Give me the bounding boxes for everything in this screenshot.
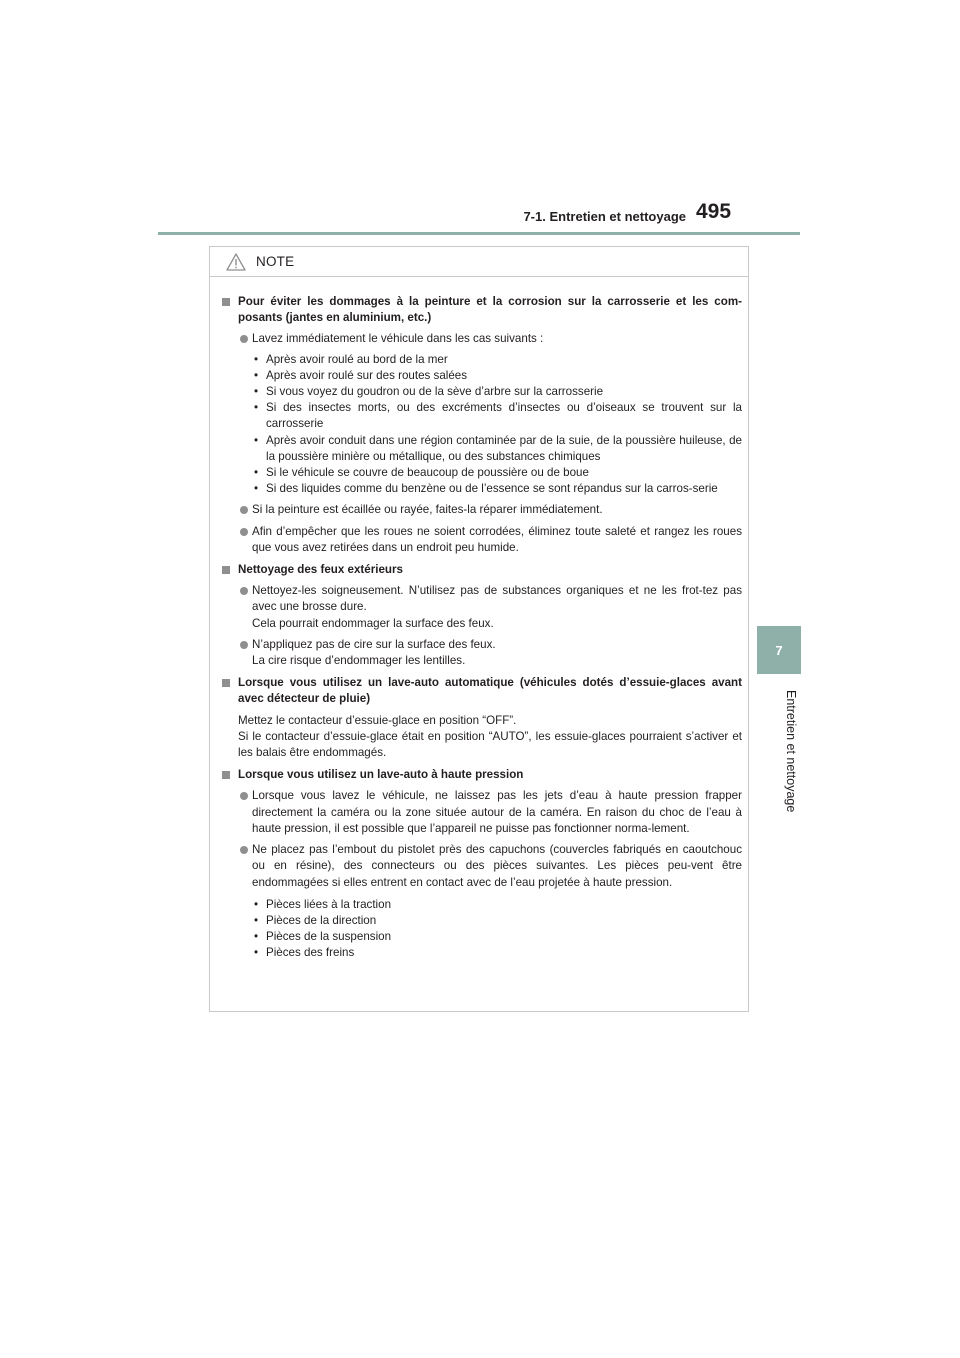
section-title: 7-1. Entretien et nettoyage: [523, 209, 686, 224]
circle-bullet-icon: [240, 792, 248, 800]
sub-list-item: • Si des liquides comme du benzène ou de l’essence se sont répandus sur la carros-serie: [254, 482, 718, 496]
sub-list: [220, 352, 742, 498]
list-item: N’appliquez pas de cire sur la surface des feux. La cire risque d’endommager les lentilles.: [220, 637, 742, 669]
sub-list-item: • Après avoir conduit dans une région contaminée par de la suie, de la poussière huileuse, de la poussière minière ou métallique, ou des substances chimiques: [254, 433, 742, 463]
circle-bullet-icon: [240, 506, 248, 514]
chapter-side-label: Entretien et nettoyage: [784, 690, 798, 813]
note-title: NOTE: [256, 254, 295, 269]
square-bullet-icon: [222, 771, 230, 779]
note-box: [209, 246, 749, 1012]
circle-bullet-icon: [240, 846, 248, 854]
square-bullet-icon: [222, 566, 230, 574]
sub-list-item: • Si des insectes morts, ou des excréments d’insectes ou d’oiseaux se trouvent sur la carrosserie: [254, 401, 742, 431]
page-number: 495: [696, 200, 732, 223]
section-heading: Lorsque vous utilisez un lave-auto automatique (véhicules dotés d’essuie-glaces avant avec détecteur de pluie): [220, 675, 742, 707]
sub-list-item: • Pièces de la direction: [254, 913, 377, 927]
sub-list-item: • Après avoir roulé sur des routes salées: [254, 368, 468, 382]
sub-list-item: • Si le véhicule se couvre de beaucoup de poussière ou de boue: [254, 466, 589, 480]
circle-bullet-icon: [240, 641, 248, 649]
circle-bullet-icon: [240, 528, 248, 536]
chapter-number: 7: [775, 642, 783, 658]
section-heading: Lorsque vous utilisez un lave-auto à haute pression: [220, 767, 742, 783]
section-heading: Nettoyage des feux extérieurs: [220, 562, 742, 578]
header-divider: [158, 232, 800, 235]
circle-bullet-icon: [240, 335, 248, 343]
square-bullet-icon: [222, 298, 230, 306]
square-bullet-icon: [222, 679, 230, 687]
section-heading: Pour éviter les dommages à la peinture et la corrosion sur la carrosserie et les com-posants (jantes en aluminium, etc.): [220, 294, 742, 326]
sub-list-item: • Si vous voyez du goudron ou de la sève d’arbre sur la carrosserie: [254, 385, 604, 399]
list-item: Lorsque vous lavez le véhicule, ne laissez pas les jets d’eau à haute pression frapper directement la caméra ou la zone située autour de la caméra. En raison du choc de l’eau à haute pression, il est possible que l’appareil ne puisse pas fonctionner norma-lement.: [220, 788, 742, 837]
note-body: [210, 277, 748, 962]
list-item: Afin d’empêcher que les roues ne soient corrodées, éliminez toute saleté et rangez les roues que vous avez retirées dans un endroit peu humide.: [220, 524, 742, 556]
sub-list-item: • Pièces des freins: [254, 946, 355, 960]
sub-list-item: • Pièces de la suspension: [254, 930, 392, 944]
sub-list: [220, 897, 742, 962]
sub-list-item: • Pièces liées à la traction: [254, 897, 392, 911]
circle-bullet-icon: [240, 587, 248, 595]
list-item: Ne placez pas l’embout du pistolet près des capuchons (couvercles fabriqués en caoutchouc ou en résine), des connecteurs ou des pièces suivantes. Les pièces peu-vent être endommagées si elles entrent en contact avec de l’eau projetée à haute pression. • Pièces liées à la traction • Pièces de la direction • Pièces de la suspension • Pièces des freins: [220, 842, 742, 961]
list-item: Lavez immédiatement le véhicule dans les cas suivants : • Après avoir roulé au bord de la mer • Après avoir roulé sur des routes salées • Si vous voyez du goudron ou de la sève d’arbre sur la carrosserie • Si des insectes morts, ou des excréments d’insectes ou d’oiseaux se trouvent sur la carrosserie • Après avoir conduit dans une région contaminée par de la suie, de la poussière huileuse, de la poussière minière ou métallique, ou des substances chimiques • Si le véhicule se couvre de beaucoup de poussière ou de boue • Si des liquides comme du benzène ou de l’essence se sont répandus sur la carros-serie: [220, 331, 742, 497]
list-item: Si la peinture est écaillée ou rayée, faites-la réparer immédiatement.: [220, 502, 742, 518]
chapter-tab: [757, 626, 801, 674]
warning-triangle-icon: [226, 253, 246, 271]
sub-list-item: • Après avoir roulé au bord de la mer: [254, 352, 448, 366]
note-header: [210, 247, 748, 277]
list-item: Nettoyez-les soigneusement. N’utilisez pas de substances organiques et ne les frot-tez pas avec une brosse dure. Cela pourrait endommager la surface des feux.: [220, 583, 742, 632]
paragraph: Mettez le contacteur d’essuie-glace en position “OFF”. Si le contacteur d’essuie-glace était en position “AUTO”, les essuie-glaces pourraient s’activer et les balais être endommagés.: [238, 713, 742, 760]
